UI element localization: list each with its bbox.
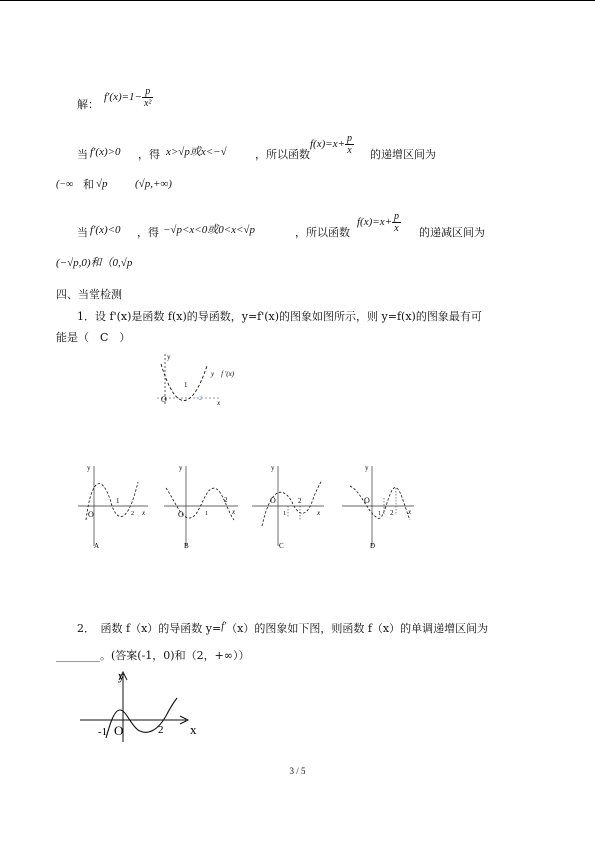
option-c-graph xyxy=(250,462,328,550)
fraction-numerator: p xyxy=(347,133,352,144)
option-letter: D xyxy=(370,542,376,550)
two-label: 2 xyxy=(158,724,164,736)
x-label: x xyxy=(142,509,146,517)
function-fraction xyxy=(392,211,401,234)
decreasing-function xyxy=(357,211,401,234)
origin-label: O xyxy=(270,496,276,505)
fraction-denominator: x² xyxy=(143,98,152,109)
origin-label: O xyxy=(88,510,94,519)
y-label: y xyxy=(365,464,369,472)
q2-blank: ________ xyxy=(56,649,100,662)
increasing-so: ，所以函数 xyxy=(255,148,310,161)
y-label: y xyxy=(179,464,183,472)
x-label: x xyxy=(317,509,321,517)
q1-line-1: 1．设 f'(x)是函数 f(x)的导函数，y=f'(x)的图象如图所示，则 y=f(x)的图象最有可 xyxy=(77,310,482,323)
fraction-numerator: p xyxy=(394,211,399,222)
function-lhs: f(x)=x+ xyxy=(310,138,345,151)
figure-two-label: 2 xyxy=(199,396,202,402)
option-letter: C xyxy=(279,542,284,550)
q2-text-a: 2． 函数 f（x）的导函数 y= xyxy=(77,622,222,635)
decreasing-when: 当 xyxy=(77,226,88,239)
page-top-border xyxy=(0,0,595,1)
derivative-fraction xyxy=(142,86,153,109)
option-d-graph xyxy=(340,462,418,550)
q1-derivative-figure xyxy=(155,350,235,408)
x-label: x xyxy=(232,508,236,516)
increasing-interval-2: (√p,+∞) xyxy=(135,178,172,190)
q2-derivative-figure xyxy=(78,668,208,746)
x-label: x xyxy=(408,508,412,516)
option-letter: B xyxy=(184,542,189,550)
one-label: 1 xyxy=(116,497,120,505)
one-label: 1 xyxy=(205,511,208,517)
one-label: 1 xyxy=(378,511,381,517)
function-fraction xyxy=(345,133,354,156)
curve xyxy=(166,488,234,520)
page-number: 3 / 5 xyxy=(289,766,306,776)
fraction-denominator: x xyxy=(347,145,352,156)
one-label: 1 xyxy=(283,511,286,517)
decreasing-so: ，所以函数 xyxy=(295,226,350,239)
origin-label: O xyxy=(364,496,370,505)
x-label: x xyxy=(190,722,197,737)
y-label: y xyxy=(271,464,275,472)
derivative-formula xyxy=(104,86,153,109)
two-label: 2 xyxy=(298,497,302,505)
increasing-result: 的递增区间为 xyxy=(370,148,436,161)
origin-label: O xyxy=(178,510,184,519)
figure-x-label: x xyxy=(217,399,221,407)
function-lhs: f(x)=x+ xyxy=(357,216,392,229)
decreasing-result: 的递减区间为 xyxy=(419,226,485,239)
increasing-get: ，得 xyxy=(138,148,160,161)
option-b-graph xyxy=(162,462,240,550)
decreasing-inequality: −√p<x<0或0<x<√p xyxy=(163,224,255,236)
two-label: 2 xyxy=(131,511,134,517)
two-label: 2 xyxy=(224,496,228,504)
increasing-when: 当 xyxy=(77,148,88,161)
increasing-and: 和 xyxy=(83,178,94,191)
fraction-denominator: x xyxy=(394,223,399,234)
increasing-function xyxy=(310,133,354,156)
figure-one-label: 1 xyxy=(184,381,188,389)
q2-line-1-start xyxy=(77,620,488,636)
fraction-numerator: p xyxy=(142,86,153,98)
q2-answer-line xyxy=(56,649,249,663)
q1-line-2: 能是（ C ） xyxy=(56,331,131,344)
y-label: y xyxy=(118,668,125,683)
increasing-inequality: x>√p或x<−√ xyxy=(166,146,227,158)
origin-label: O xyxy=(114,723,124,738)
section-title: 四、当堂检测 xyxy=(56,288,122,301)
q2-text-b: （x）的图象如下图，则函数 f（x）的单调递增区间为 xyxy=(226,622,489,635)
increasing-interval-1: (−∞ xyxy=(56,179,74,190)
derivative-lhs: f'(x)=1− xyxy=(104,91,142,104)
figure-origin-label: O xyxy=(161,395,167,404)
two-label: 2 xyxy=(390,509,394,517)
q2-answer: 。(答案(-1，0)和（2，+∞）） xyxy=(100,649,250,662)
solution-label: 解： xyxy=(77,98,99,111)
neg-one-label: -1 xyxy=(98,726,108,738)
increasing-condition: f'(x)>0 xyxy=(90,146,121,158)
decreasing-intervals: (−√p,0)和（0,√p xyxy=(56,257,133,269)
decreasing-condition: f'(x)<0 xyxy=(90,224,121,236)
option-letter: A xyxy=(94,542,100,550)
decreasing-get: ，得 xyxy=(137,226,159,239)
y-label: y xyxy=(87,464,91,472)
increasing-interval-1-end: √p xyxy=(96,178,108,190)
option-a-graph xyxy=(76,462,154,550)
figure-func-label: y f '(x) xyxy=(211,370,235,378)
figure-y-label: y xyxy=(167,353,171,361)
q2-derivative-symbol: f' xyxy=(221,621,227,632)
